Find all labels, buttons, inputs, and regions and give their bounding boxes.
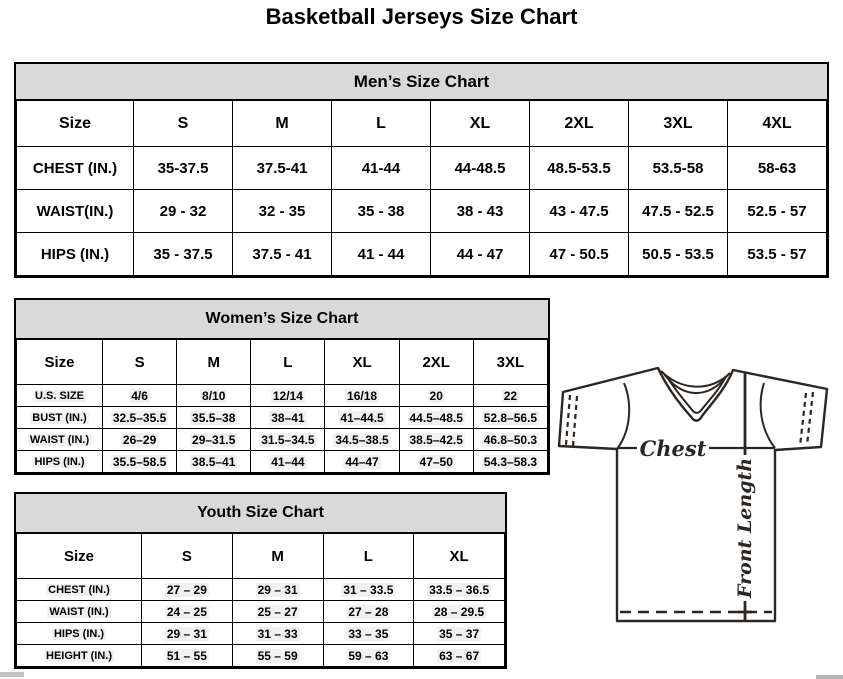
table-row (17, 147, 827, 190)
size-value-cell: 34.5–38.5 (325, 429, 399, 451)
size-value-cell: 50.5 - 53.5 (629, 233, 728, 276)
size-value-cell: 25 – 27 (232, 601, 323, 623)
column-header: 4XL (728, 101, 827, 147)
youth-size-chart-title: Youth Size Chart (16, 494, 505, 533)
column-header: S (142, 534, 233, 579)
size-value-cell: 53.5 - 57 (728, 233, 827, 276)
size-value-cell: 41–44.5 (325, 407, 399, 429)
size-value-cell: 54.3–58.3 (473, 451, 547, 473)
front-length-label: Front Length (734, 457, 756, 599)
column-header: Size (17, 534, 142, 579)
size-value-cell: 53.5-58 (629, 147, 728, 190)
column-header: S (134, 101, 233, 147)
table-row (17, 385, 548, 407)
size-value-cell: 48.5-53.5 (530, 147, 629, 190)
jersey-outline (559, 368, 827, 621)
size-value-cell: 8/10 (177, 385, 251, 407)
row-label: U.S. SIZE (17, 385, 103, 407)
column-header: M (177, 340, 251, 385)
table-row (17, 407, 548, 429)
size-value-cell: 32 - 35 (233, 190, 332, 233)
header-row (17, 101, 827, 147)
row-label: CHEST (IN.) (17, 579, 142, 601)
header-row (17, 340, 548, 385)
table-row (17, 190, 827, 233)
size-value-cell: 63 – 67 (414, 645, 505, 667)
size-value-cell: 35 - 37.5 (134, 233, 233, 276)
table-row (17, 429, 548, 451)
left-cuff-stitch (566, 395, 577, 446)
size-value-cell: 41-44 (332, 147, 431, 190)
size-value-cell: 28 – 29.5 (414, 601, 505, 623)
column-header: 3XL (473, 340, 547, 385)
header-row (17, 534, 505, 579)
youth-size-table (16, 533, 505, 667)
row-label: WAIST (IN.) (17, 429, 103, 451)
table-row (17, 451, 548, 473)
scrollbar-fragment-left[interactable] (0, 672, 24, 677)
size-value-cell: 27 – 29 (142, 579, 233, 601)
size-value-cell: 4/6 (103, 385, 177, 407)
size-value-cell: 35.5–58.5 (103, 451, 177, 473)
column-header: XL (431, 101, 530, 147)
column-header: L (323, 534, 414, 579)
size-value-cell: 38.5–42.5 (399, 429, 473, 451)
size-value-cell: 44–47 (325, 451, 399, 473)
size-value-cell: 43 - 47.5 (530, 190, 629, 233)
size-value-cell: 33.5 – 36.5 (414, 579, 505, 601)
size-value-cell: 58-63 (728, 147, 827, 190)
right-cuff-stitch (800, 392, 813, 446)
size-value-cell: 20 (399, 385, 473, 407)
row-label: HIPS (IN.) (17, 451, 103, 473)
size-value-cell: 31 – 33 (232, 623, 323, 645)
size-value-cell: 37.5 - 41 (233, 233, 332, 276)
scrollbar-fragment-right[interactable] (816, 675, 843, 679)
size-value-cell: 55 – 59 (232, 645, 323, 667)
size-value-cell: 35.5–38 (177, 407, 251, 429)
size-value-cell: 38.5–41 (177, 451, 251, 473)
row-label: WAIST (IN.) (17, 601, 142, 623)
column-header: L (332, 101, 431, 147)
size-value-cell: 33 – 35 (323, 623, 414, 645)
size-value-cell: 44 - 47 (431, 233, 530, 276)
column-header: L (251, 340, 325, 385)
size-value-cell: 27 – 28 (323, 601, 414, 623)
table-row (17, 623, 505, 645)
row-label: HIPS (IN.) (17, 623, 142, 645)
size-value-cell: 38 - 43 (431, 190, 530, 233)
size-value-cell: 31.5–34.5 (251, 429, 325, 451)
column-header: 2XL (399, 340, 473, 385)
size-value-cell: 44-48.5 (431, 147, 530, 190)
size-value-cell: 12/14 (251, 385, 325, 407)
size-value-cell: 29 – 31 (232, 579, 323, 601)
column-header: Size (17, 340, 103, 385)
right-armhole-seam (761, 383, 775, 448)
size-value-cell: 52.8–56.5 (473, 407, 547, 429)
table-row (17, 645, 505, 667)
table-row (17, 601, 505, 623)
row-label: HEIGHT (IN.) (17, 645, 142, 667)
size-value-cell: 29 - 32 (134, 190, 233, 233)
column-header: M (233, 101, 332, 147)
womens-size-chart (14, 298, 550, 475)
mens-size-table (16, 100, 827, 276)
column-header: XL (325, 340, 399, 385)
size-value-cell: 59 – 63 (323, 645, 414, 667)
size-value-cell: 24 – 25 (142, 601, 233, 623)
size-value-cell: 51 – 55 (142, 645, 233, 667)
size-value-cell: 47.5 - 52.5 (629, 190, 728, 233)
size-value-cell: 32.5–35.5 (103, 407, 177, 429)
size-value-cell: 41 - 44 (332, 233, 431, 276)
mens-size-chart-title: Men’s Size Chart (16, 64, 827, 100)
left-armhole-seam (617, 383, 629, 449)
mens-size-chart (14, 62, 829, 278)
size-value-cell: 38–41 (251, 407, 325, 429)
row-label: BUST (IN.) (17, 407, 103, 429)
size-value-cell: 29 – 31 (142, 623, 233, 645)
size-value-cell: 35 - 38 (332, 190, 431, 233)
table-row (17, 233, 827, 276)
size-value-cell: 22 (473, 385, 547, 407)
size-value-cell: 29–31.5 (177, 429, 251, 451)
size-value-cell: 47 - 50.5 (530, 233, 629, 276)
womens-size-table (16, 339, 548, 473)
womens-size-chart-title: Women’s Size Chart (16, 300, 548, 339)
table-row (17, 579, 505, 601)
row-label: WAIST(IN.) (17, 190, 134, 233)
column-header: 3XL (629, 101, 728, 147)
column-header: XL (414, 534, 505, 579)
size-value-cell: 52.5 - 57 (728, 190, 827, 233)
size-value-cell: 47–50 (399, 451, 473, 473)
chest-label: Chest (639, 436, 707, 461)
jersey-diagram (548, 358, 843, 630)
row-label: HIPS (IN.) (17, 233, 134, 276)
size-value-cell: 44.5–48.5 (399, 407, 473, 429)
column-header: 2XL (530, 101, 629, 147)
row-label: CHEST (IN.) (17, 147, 134, 190)
size-value-cell: 41–44 (251, 451, 325, 473)
size-value-cell: 16/18 (325, 385, 399, 407)
size-value-cell: 26–29 (103, 429, 177, 451)
size-value-cell: 37.5-41 (233, 147, 332, 190)
youth-size-chart (14, 492, 507, 669)
column-header: Size (17, 101, 134, 147)
page-title: Basketball Jerseys Size Chart (265, 4, 578, 29)
size-value-cell: 35-37.5 (134, 147, 233, 190)
column-header: S (103, 340, 177, 385)
size-value-cell: 46.8–50.3 (473, 429, 547, 451)
column-header: M (232, 534, 323, 579)
size-value-cell: 35 – 37 (414, 623, 505, 645)
size-value-cell: 31 – 33.5 (323, 579, 414, 601)
